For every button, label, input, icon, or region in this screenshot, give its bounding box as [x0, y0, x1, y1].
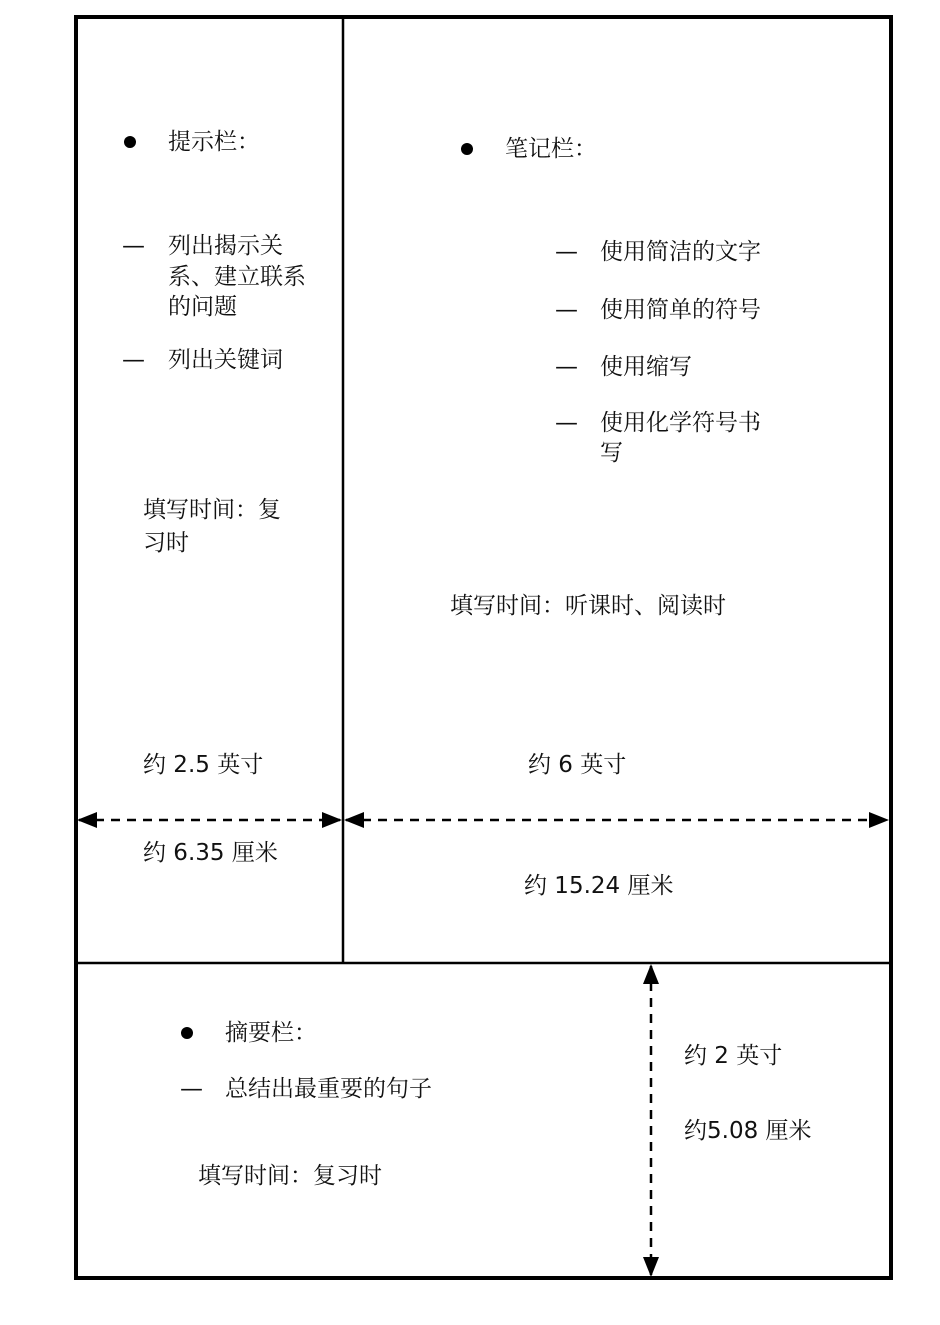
summary-item-1: 总结出最重要的句子 [225, 1076, 432, 1102]
summary-height-inches: 约 2 英寸 [684, 1043, 783, 1069]
cue-fill-time-line-1: 填写时间：复 [143, 497, 281, 523]
notes-heading-bullet [461, 143, 473, 155]
summary-fill-time: 填写时间：复习时 [198, 1163, 382, 1189]
cue-item-1-line-3: 的问题 [168, 294, 237, 320]
notes-width-cm: 约 15.24 厘米 [524, 873, 674, 899]
cue-item-dash: — [122, 233, 145, 259]
cue-heading-bullet [124, 136, 136, 148]
notes-item-4-line-1: 使用化学符号书 [600, 410, 761, 436]
cue-item-2-line-1: 列出关键词 [168, 347, 283, 373]
summary-heading-bullet [181, 1027, 193, 1039]
cue-width-inches: 约 2.5 英寸 [143, 752, 264, 778]
notes-column-heading: 笔记栏： [505, 136, 597, 162]
notes-item-2: 使用简单的符号 [600, 297, 761, 323]
summary-heading: 摘要栏： [225, 1020, 317, 1046]
notes-item-dash: — [555, 297, 578, 323]
summary-height-cm: 约5.08 厘米 [684, 1118, 812, 1144]
cue-item-1-line-1: 列出揭示关 [168, 233, 283, 259]
notes-item-dash: — [555, 354, 578, 380]
cue-fill-time-line-2: 习时 [143, 530, 189, 556]
notes-item-3: 使用缩写 [600, 354, 692, 380]
notes-item-dash: — [555, 410, 578, 436]
notes-width-inches: 约 6 英寸 [528, 752, 627, 778]
summary-item-dash: — [180, 1076, 203, 1102]
notes-item-4-line-2: 写 [600, 440, 623, 466]
notes-item-1: 使用简洁的文字 [600, 239, 761, 265]
cue-column-heading: 提示栏： [168, 129, 260, 155]
cue-width-cm: 约 6.35 厘米 [143, 840, 278, 866]
notes-item-dash: — [555, 239, 578, 265]
notes-fill-time: 填写时间：听课时、阅读时 [450, 593, 726, 619]
cue-item-1-line-2: 系、建立联系 [168, 264, 306, 290]
cue-item-dash: — [122, 347, 145, 373]
